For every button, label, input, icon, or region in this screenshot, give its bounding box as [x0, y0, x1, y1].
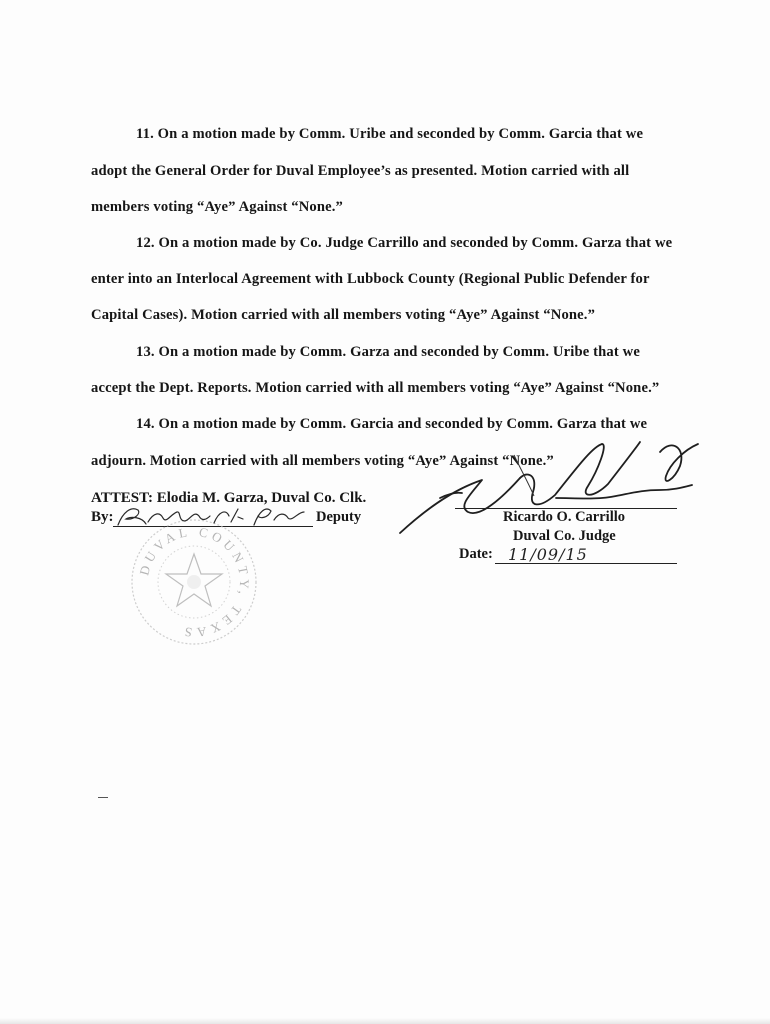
- deputy-signature-line: [113, 526, 313, 527]
- item-13-line-2: accept the Dept. Reports. Motion carried with all members voting “Aye” Against “None.”: [91, 380, 660, 396]
- item-12-line-1: 12. On a motion made by Co. Judge Carrillo and seconded by Comm. Garza that we: [136, 235, 673, 251]
- judge-title: Duval Co. Judge: [513, 528, 616, 544]
- item-11-line-1: 11. On a motion made by Comm. Uribe and seconded by Comm. Garcia that we: [136, 126, 644, 142]
- page-edge: [0, 1018, 770, 1024]
- handwritten-date: 11/09/15: [508, 545, 588, 564]
- deputy-signature: [118, 509, 304, 525]
- item-14-line-1: 14. On a motion made by Comm. Garcia and seconded by Comm. Garza that we: [136, 416, 648, 432]
- date-label: Date:: [459, 546, 493, 562]
- item-11-line-3: members voting “Aye” Against “None.”: [91, 199, 343, 215]
- attest-line: ATTEST: Elodia M. Garza, Duval Co. Clk.: [91, 490, 367, 506]
- judge-name: Ricardo O. Carrillo: [503, 509, 626, 525]
- item-13-line-1: 13. On a motion made by Comm. Garza and seconded by Comm. Uribe that we: [136, 344, 640, 360]
- by-label: By:: [91, 509, 114, 525]
- stray-mark: [98, 797, 108, 798]
- item-11-line-2: adopt the General Order for Duval Employee’s as presented. Motion carried with all: [91, 163, 630, 179]
- item-12-line-3: Capital Cases). Motion carried with all members voting “Aye” Against “None.”: [91, 307, 596, 323]
- star-icon: [166, 554, 222, 606]
- deputy-label: Deputy: [316, 509, 362, 525]
- item-14-line-2: adjourn. Motion carried with all members voting “Aye” Against “None.”: [91, 453, 554, 469]
- county-seal: [132, 520, 256, 644]
- seal-text: DUVAL COUNTY, TEXAS: [136, 523, 253, 641]
- item-12-line-2: enter into an Interlocal Agreement with Lubbock County (Regional Public Defender for: [91, 271, 650, 287]
